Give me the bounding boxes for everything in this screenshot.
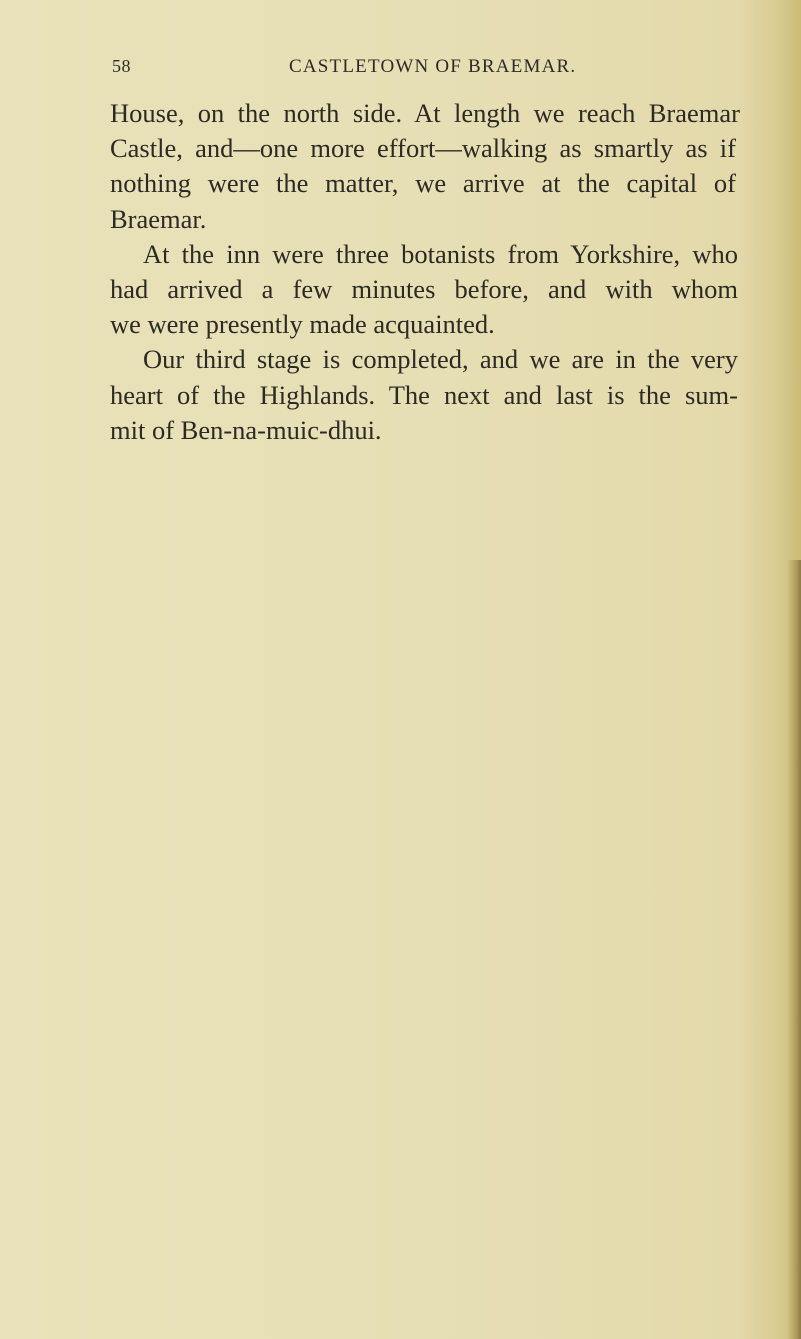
page-number: 58: [112, 56, 131, 76]
text-line: we were presently made acquainted.: [110, 309, 495, 340]
body-text: [110, 96, 740, 448]
text-line: Castle, and—one more effort—walking as smartly as if: [110, 133, 736, 164]
running-head-title: CASTLETOWN OF BRAEMAR.: [289, 56, 577, 77]
page-edge-shadow: [787, 560, 801, 1339]
text-line: House, on the north side. At length we reach Braemar: [110, 98, 740, 128]
text-line: mit of Ben-na-muic-dhui.: [110, 414, 382, 445]
paragraph-start-line: Our third stage is completed, and we are in the very: [143, 344, 738, 375]
text-line: had arrived a few minutes before, and with whom: [110, 273, 738, 304]
paragraph-start-line: At the inn were three botanists from Yorkshire, who: [143, 238, 738, 269]
text-line: heart of the Highlands. The next and last is the sum-: [110, 379, 738, 410]
text-line: Braemar.: [110, 203, 207, 234]
running-head: [112, 56, 692, 86]
text-line: nothing were the matter, we arrive at the capital of: [110, 168, 736, 199]
